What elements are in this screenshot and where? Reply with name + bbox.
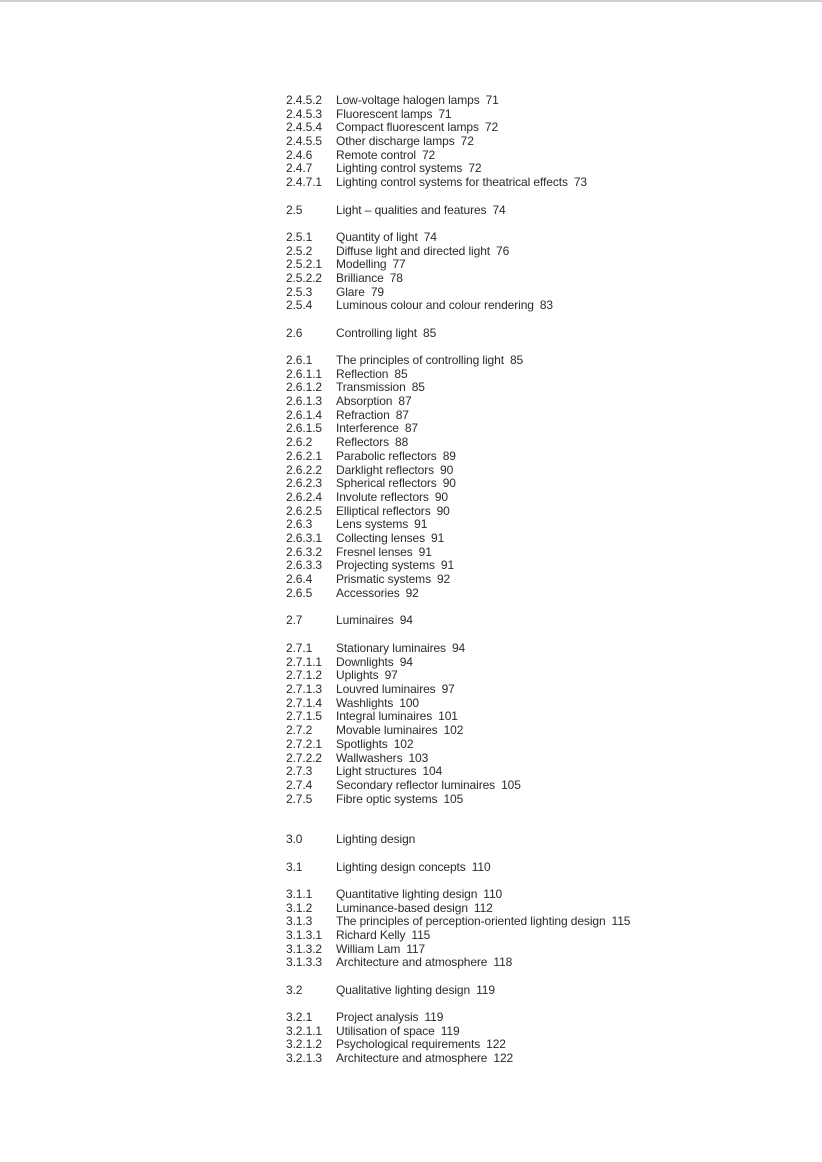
- toc-entry-number: 2.6.3: [286, 517, 313, 532]
- toc-entry-page-number: 104: [422, 764, 443, 779]
- toc-entry-number: 2.6.1.5: [286, 421, 322, 436]
- toc-entry-page-number: 97: [384, 668, 398, 683]
- toc-entry-page-number: 118: [493, 955, 513, 970]
- toc-entry[interactable]: [286, 573, 523, 587]
- toc-entry-number: 2.7.2.1: [286, 736, 322, 751]
- toc-entry-title: Secondary reflector luminaires: [336, 777, 496, 792]
- toc-entry-page-number: 74: [423, 230, 437, 244]
- toc-entry-number: 3.1.1: [286, 887, 313, 901]
- toc-entry-page-number: 103: [408, 750, 429, 765]
- toc-entry-page-number: 110: [471, 860, 491, 874]
- toc-entry[interactable]: [286, 381, 523, 395]
- toc-entry-title: Washlights: [336, 695, 394, 710]
- toc-entry-title: Wallwashers: [336, 750, 403, 765]
- toc-entry-page-number: 91: [431, 530, 445, 545]
- toc-entry[interactable]: [286, 984, 495, 998]
- toc-entry-number: 2.4.5.2: [286, 93, 322, 107]
- toc-entry-number: 2.6.1.1: [286, 366, 322, 381]
- toc-entry-number: 2.6.2: [286, 435, 313, 450]
- toc-entry-page-number: 122: [493, 1051, 514, 1066]
- toc-entry[interactable]: [286, 683, 521, 697]
- toc-entry-title: Elliptical reflectors: [336, 503, 431, 518]
- toc-entry-title: Parabolic reflectors: [336, 448, 437, 463]
- toc-entry-title: Utilisation of space: [336, 1023, 435, 1038]
- toc-entry-title: Reflectors: [336, 435, 390, 450]
- toc-entry-page-number: 119: [424, 1010, 444, 1024]
- toc-entry[interactable]: [286, 450, 523, 464]
- toc-entry-title: Compact fluorescent lamps: [336, 120, 479, 135]
- toc-entry-page-number: 87: [395, 407, 409, 422]
- toc-section-group: [286, 231, 553, 313]
- toc-entry-page-number: 91: [440, 558, 455, 573]
- toc-section-group: [286, 833, 421, 847]
- toc-entry-page-number: 91: [418, 544, 432, 559]
- toc-entry-number: 2.5.1: [286, 230, 313, 244]
- toc-entry[interactable]: [286, 258, 553, 272]
- toc-entry[interactable]: [286, 286, 553, 300]
- toc-entry[interactable]: [286, 505, 523, 519]
- toc-entry-page-number: 73: [573, 175, 588, 190]
- toc-entry-title: Other discharge lamps: [336, 134, 455, 149]
- toc-entry[interactable]: [286, 738, 521, 752]
- toc-entry-page-number: 100: [399, 695, 419, 710]
- toc-entry[interactable]: [286, 436, 523, 450]
- toc-entry-number: 2.7: [286, 613, 303, 627]
- toc-entry[interactable]: [286, 642, 521, 656]
- toc-entry-number: 3.2.1.3: [286, 1051, 322, 1066]
- toc-entry[interactable]: [286, 518, 523, 532]
- toc-entry-number: 2.7.4: [286, 777, 313, 792]
- toc-entry-page-number: 117: [406, 941, 426, 956]
- toc-entry-number: 3.1.3.1: [286, 928, 322, 943]
- toc-entry-title: Fibre optic systems: [336, 791, 438, 806]
- toc-entry[interactable]: [286, 546, 523, 560]
- toc-entry-title: Collecting lenses: [336, 530, 426, 545]
- toc-entry[interactable]: [286, 614, 413, 628]
- toc-entry[interactable]: [286, 587, 523, 601]
- toc-entry[interactable]: [286, 204, 506, 218]
- toc-entry[interactable]: [286, 108, 587, 122]
- toc-entry-page-number: 105: [443, 791, 464, 806]
- toc-entry-number: 3.1.3.2: [286, 941, 322, 956]
- toc-entry-number: 3.1: [286, 860, 303, 874]
- toc-entry-number: 2.6.2.4: [286, 489, 322, 504]
- toc-entry-title: Controlling light: [336, 326, 418, 340]
- toc-entry-number: 2.5: [286, 203, 303, 217]
- toc-entry-title: Lighting design: [336, 832, 416, 846]
- toc-entry[interactable]: [286, 176, 587, 190]
- toc-entry-page-number: 97: [441, 682, 455, 697]
- toc-entry-page-number: 115: [611, 914, 631, 929]
- toc-entry-title: Remote control: [336, 147, 416, 162]
- toc-entry-title: Accessories: [336, 585, 400, 600]
- toc-entry-page-number: 101: [438, 709, 458, 724]
- toc-entry[interactable]: [286, 532, 523, 546]
- toc-entry-title: Quantitative lighting design: [336, 887, 478, 901]
- toc-entry-number: 2.6.1: [286, 353, 313, 367]
- toc-entry-page-number: 112: [473, 900, 493, 915]
- toc-entry[interactable]: [286, 656, 521, 670]
- toc-entry[interactable]: [286, 888, 630, 902]
- toc-entry-page-number: 94: [399, 613, 413, 627]
- toc-entry-number: 2.6.1.4: [286, 407, 322, 422]
- toc-entry-title: Interference: [336, 421, 399, 436]
- toc-entry-number: 2.6.5: [286, 585, 313, 600]
- toc-entry[interactable]: [286, 231, 553, 245]
- toc-entry-page-number: 110: [483, 887, 503, 901]
- toc-entry[interactable]: [286, 765, 521, 779]
- toc-entry-page-number: 91: [414, 517, 428, 532]
- toc-section-group: [286, 327, 436, 341]
- toc-entry[interactable]: [286, 94, 587, 108]
- toc-entry-title: Low-voltage halogen lamps: [336, 93, 480, 107]
- toc-entry-title: Quantity of light: [336, 230, 418, 244]
- toc-entry[interactable]: [286, 833, 421, 847]
- toc-entry-title: Uplights: [336, 668, 379, 683]
- toc-entry-page-number: 102: [393, 736, 414, 751]
- toc-entry[interactable]: [286, 697, 521, 711]
- toc-entry[interactable]: [286, 669, 521, 683]
- toc-entry-page-number: 72: [484, 120, 499, 135]
- toc-entry-title: Fresnel lenses: [336, 544, 413, 559]
- toc-entry-title: Reflection: [336, 366, 389, 381]
- toc-entry-title: Lighting control systems for theatrical effects: [336, 175, 568, 190]
- toc-entry-number: 2.5.2.2: [286, 271, 322, 286]
- toc-entry[interactable]: [286, 135, 587, 149]
- toc-entry-number: 2.6.3.2: [286, 544, 322, 559]
- toc-entry-title: Projecting systems: [336, 558, 435, 573]
- toc-entry[interactable]: [286, 368, 523, 382]
- toc-entry-number: 3.2.1.2: [286, 1037, 322, 1052]
- toc-section-group: [286, 642, 521, 806]
- toc-entry-title: Luminance-based design: [336, 900, 468, 915]
- toc-entry[interactable]: [286, 1011, 513, 1025]
- toc-entry[interactable]: [286, 162, 587, 176]
- toc-entry[interactable]: [286, 793, 521, 807]
- toc-entry[interactable]: [286, 121, 587, 135]
- toc-entry[interactable]: [286, 464, 523, 478]
- toc-entry-title: Luminaires: [336, 613, 394, 627]
- toc-entry-page-number: 94: [451, 641, 466, 655]
- toc-entry-page-number: 85: [423, 326, 437, 340]
- toc-section-group: [286, 861, 491, 875]
- toc-entry-number: 2.6.4: [286, 572, 313, 586]
- toc-entry-page-number: 72: [460, 134, 474, 149]
- toc-entry-title: Qualitative lighting design: [336, 983, 471, 997]
- toc-entry-number: 3.2: [286, 983, 303, 997]
- toc-entry-page-number: 105: [501, 777, 521, 792]
- toc-entry-number: 2.7.1.5: [286, 709, 322, 724]
- toc-entry-number: 2.7.5: [286, 791, 313, 806]
- toc-entry-number: 2.5.2: [286, 243, 313, 258]
- toc-entry-number: 2.7.1.3: [286, 682, 322, 697]
- toc-entry[interactable]: [286, 491, 523, 505]
- toc-entry-title: Luminous colour and colour rendering: [336, 298, 534, 313]
- toc-entry-title: Lens systems: [336, 517, 409, 532]
- toc-entry-title: Transmission: [336, 380, 406, 395]
- toc-entry[interactable]: [286, 779, 521, 793]
- toc-entry-title: Project analysis: [336, 1010, 419, 1024]
- toc-entry-page-number: 115: [411, 928, 431, 943]
- toc-entry-page-number: 71: [485, 93, 499, 107]
- toc-entry[interactable]: [286, 559, 523, 573]
- toc-entry-page-number: 90: [436, 503, 450, 518]
- toc-entry-title: Integral luminaires: [336, 709, 433, 724]
- toc-entry-page-number: 74: [492, 203, 506, 217]
- toc-entry-title: Architecture and atmosphere: [336, 1051, 488, 1066]
- toc-entry[interactable]: [286, 354, 523, 368]
- toc-entry[interactable]: [286, 422, 523, 436]
- toc-entry-number: 2.7.2: [286, 723, 313, 738]
- toc-entry-title: Architecture and atmosphere: [336, 955, 488, 970]
- toc-entry[interactable]: [286, 956, 630, 970]
- toc-entry-title: Involute reflectors: [336, 489, 429, 504]
- toc-entry[interactable]: [286, 1038, 513, 1052]
- toc-entry-page-number: 122: [486, 1037, 506, 1052]
- toc-entry[interactable]: [286, 1025, 513, 1039]
- toc-entry[interactable]: [286, 943, 630, 957]
- toc-entry[interactable]: [286, 724, 521, 738]
- toc-entry-title: William Lam: [336, 941, 401, 956]
- toc-entry-title: Prismatic systems: [336, 572, 431, 586]
- toc-entry-number: 2.5.2.1: [286, 257, 322, 272]
- toc-entry-page-number: 77: [392, 257, 406, 272]
- toc-entry-title: Spherical reflectors: [336, 476, 437, 491]
- toc-section-group: [286, 888, 630, 970]
- toc-entry[interactable]: [286, 929, 630, 943]
- toc-entry-page-number: 92: [405, 585, 419, 600]
- toc-entry[interactable]: [286, 477, 523, 491]
- toc-entry-number: 2.6: [286, 326, 303, 340]
- toc-entry-page-number: 83: [539, 298, 554, 313]
- toc-entry-number: 2.5.3: [286, 284, 313, 299]
- toc-entry-title: Louvred luminaires: [336, 682, 436, 697]
- toc-entry-title: Light – qualities and features: [336, 203, 487, 217]
- toc-section-group: [286, 614, 413, 628]
- toc-entry-number: 2.6.2.3: [286, 476, 322, 491]
- toc-entry-page-number: 94: [399, 654, 413, 669]
- toc-entry[interactable]: [286, 1052, 513, 1066]
- toc-entry-page-number: 90: [442, 476, 456, 491]
- toc-entry[interactable]: [286, 395, 523, 409]
- toc-entry-number: 2.4.7.1: [286, 175, 322, 190]
- toc-entry-title: Fluorescent lamps: [336, 106, 433, 121]
- toc-entry-number: 2.4.6: [286, 147, 313, 162]
- toc-entry-number: 2.4.5.5: [286, 134, 322, 149]
- toc-entry-number: 2.4.7: [286, 161, 313, 176]
- toc-entry-title: Downlights: [336, 654, 394, 669]
- toc-entry-page-number: 76: [496, 243, 510, 258]
- toc-entry-number: 2.6.2.1: [286, 448, 322, 463]
- toc-entry-page-number: 90: [440, 462, 454, 477]
- toc-entry-number: 2.7.1.1: [286, 654, 322, 669]
- toc-entry[interactable]: [286, 299, 553, 313]
- toc-entry[interactable]: [286, 902, 630, 916]
- toc-section-group: [286, 354, 523, 600]
- toc-section-group: [286, 94, 587, 190]
- toc-entry-page-number: 88: [395, 435, 409, 450]
- toc-entry-title: Brilliance: [336, 271, 384, 286]
- toc-entry-title: Lighting design concepts: [336, 860, 466, 874]
- toc-entry-page-number: 71: [438, 106, 452, 121]
- toc-entry-page-number: 72: [468, 161, 482, 176]
- toc-entry-title: Modelling: [336, 257, 387, 272]
- toc-entry-page-number: 85: [394, 366, 408, 381]
- toc-entry-number: 2.7.1.4: [286, 695, 322, 710]
- toc-entry-page-number: 92: [436, 572, 451, 586]
- toc-entry-title: Stationary luminaires: [336, 641, 446, 655]
- toc-entry[interactable]: [286, 752, 521, 766]
- toc-entry-number: 2.6.3.1: [286, 530, 322, 545]
- toc-entry-number: 2.7.2.2: [286, 750, 322, 765]
- toc-entry-title: Absorption: [336, 394, 393, 409]
- toc-entry-title: Psychological requirements: [336, 1037, 481, 1052]
- toc-section-group: [286, 204, 506, 218]
- toc-entry-title: Diffuse light and directed light: [336, 243, 491, 258]
- toc-entry-page-number: 102: [443, 723, 464, 738]
- toc-entry-number: 2.4.5.4: [286, 120, 322, 135]
- toc-entry-page-number: 87: [404, 421, 418, 436]
- toc-entry-page-number: 119: [476, 983, 495, 997]
- toc-entry-title: The principles of perception-oriented lighting design: [336, 914, 606, 929]
- toc-entry-title: Darklight reflectors: [336, 462, 435, 477]
- toc-entry[interactable]: [286, 149, 587, 163]
- toc-entry-number: 3.0: [286, 832, 303, 846]
- toc-entry[interactable]: [286, 409, 523, 423]
- toc-entry-title: Glare: [336, 284, 365, 299]
- toc-entry-number: 2.7.3: [286, 764, 313, 779]
- toc-entry-page-number: 89: [442, 448, 456, 463]
- toc-entry[interactable]: [286, 915, 630, 929]
- toc-entry-title: Movable luminaires: [336, 723, 438, 738]
- toc-entry-number: 3.1.2: [286, 900, 313, 915]
- toc-entry-page-number: 119: [440, 1023, 460, 1038]
- toc-section-group: [286, 1011, 513, 1066]
- toc-entry[interactable]: [286, 245, 553, 259]
- toc-entry-number: 2.7.1: [286, 641, 313, 655]
- toc-entry-title: The principles of controlling light: [336, 353, 504, 367]
- toc-entry-number: 2.6.1.3: [286, 394, 322, 409]
- toc-entry-number: 3.2.1: [286, 1010, 313, 1024]
- toc-entry[interactable]: [286, 710, 521, 724]
- toc-entry-title: Lighting control systems: [336, 161, 463, 176]
- toc-entry-page-number: 90: [434, 489, 448, 504]
- toc-entry[interactable]: [286, 272, 553, 286]
- toc-entry-title: Refraction: [336, 407, 390, 422]
- toc-entry-number: 2.6.2.5: [286, 503, 322, 518]
- toc-entry[interactable]: [286, 861, 491, 875]
- toc-entry-number: 3.1.3: [286, 914, 313, 929]
- toc-entry-page-number: 79: [370, 284, 385, 299]
- toc-entry-number: 2.6.2.2: [286, 462, 322, 477]
- toc-entry-number: 2.6.3.3: [286, 558, 322, 573]
- toc-section-group: [286, 984, 495, 998]
- toc-entry-page-number: 85: [411, 380, 425, 395]
- toc-entry-number: 2.6.1.2: [286, 380, 322, 395]
- toc-entry-number: 2.4.5.3: [286, 106, 322, 121]
- toc-entry-number: 2.5.4: [286, 298, 313, 313]
- toc-entry-page-number: 72: [421, 147, 436, 162]
- toc-entry-title: Light structures: [336, 764, 417, 779]
- toc-entry-page-number: 78: [389, 271, 403, 286]
- toc-entry[interactable]: [286, 327, 436, 341]
- toc-entry-number: 3.1.3.3: [286, 955, 322, 970]
- toc-entry-title: Spotlights: [336, 736, 388, 751]
- toc-entry-title: Richard Kelly: [336, 928, 406, 943]
- toc-entry-number: 3.2.1.1: [286, 1023, 322, 1038]
- toc-entry-number: 2.7.1.2: [286, 668, 322, 683]
- toc-entry-page-number: 85: [509, 353, 524, 367]
- toc-entry-page-number: 87: [398, 394, 412, 409]
